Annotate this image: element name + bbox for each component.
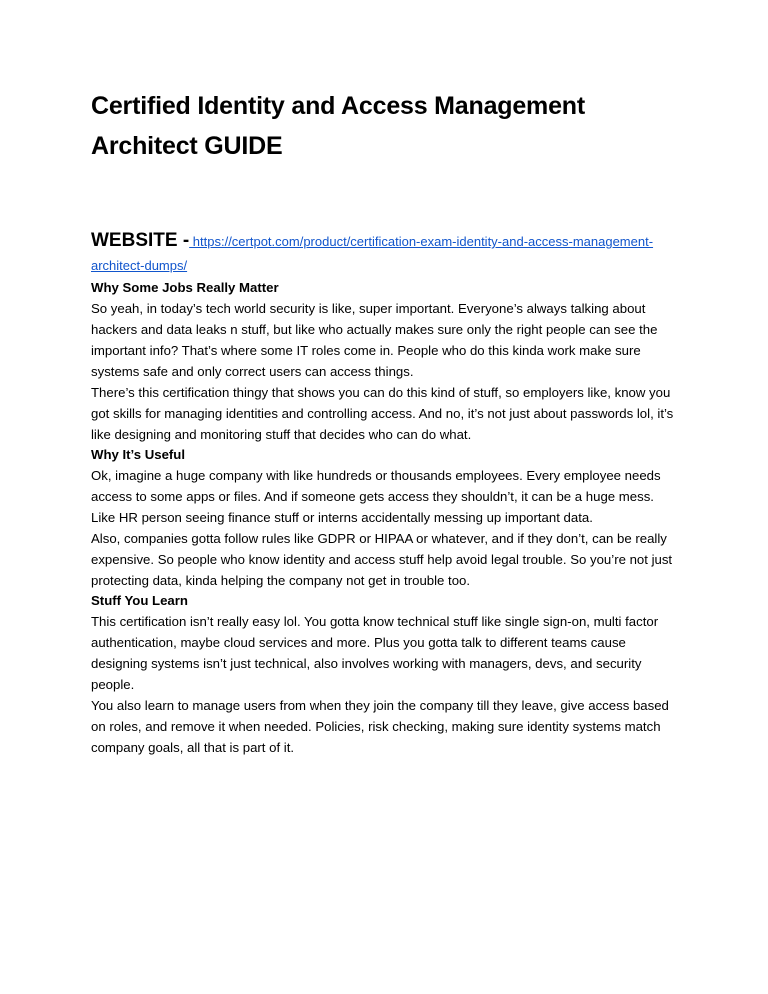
paragraph: So yeah, in today’s tech world security is like, super important. Everyone’s always talking about hackers and data leaks n stuff, but like who actually makes sure only the right people can see the important info? That’s where some IT roles come in. People who do this kinda work make sure systems safe and only correct users can access things. bbox=[91, 301, 658, 379]
paragraph: Also, companies gotta follow rules like GDPR or HIPAA or whatever, and if they don’t, can be really expensive. So people who know identity and access stuff help avoid legal trouble. So you’re not just protecting data, kinda helping the company not get in trouble too. bbox=[91, 531, 673, 588]
paragraph: This certification isn’t really easy lol. You gotta know technical stuff like single sign-on, multi factor authentication, maybe cloud services and more. Plus you gotta talk to different teams cause designing systems isn’t just technical, also involves working with managers, devs, and security people. bbox=[91, 614, 659, 692]
website-line bbox=[91, 229, 681, 278]
section-heading-why-jobs-matter: Why Some Jobs Really Matter bbox=[91, 280, 279, 295]
paragraph: You also learn to manage users from when they join the company till they leave, give access based on roles, and remove it when needed. Policies, risk checking, making sure identity systems match company goals, all that is part of it. bbox=[91, 698, 669, 755]
section-heading-why-useful: Why It’s Useful bbox=[91, 447, 186, 462]
website-link[interactable]: https://certpot.com/product/certification-exam-identity-and-access-management-architect-dumps/ bbox=[91, 234, 654, 273]
paragraph: Ok, imagine a huge company with like hundreds or thousands employees. Every employee needs access to some apps or files. And if someone gets access they shouldn’t, it can be a huge mess. Like HR person seeing finance stuff or interns accidentally messing up important data. bbox=[91, 468, 661, 525]
document-page bbox=[91, 86, 681, 758]
section-heading-stuff-you-learn: Stuff You Learn bbox=[91, 593, 188, 608]
website-label: WEBSITE - bbox=[91, 230, 190, 251]
paragraph: There’s this certification thingy that shows you can do this kind of stuff, so employers like, know you got skills for managing identities and controlling access. And no, it’s not just about passwords lol, it’s like designing and monitoring stuff that decides who can do what. bbox=[91, 385, 674, 442]
document-title: Certified Identity and Access Management Architect GUIDE bbox=[91, 92, 585, 160]
